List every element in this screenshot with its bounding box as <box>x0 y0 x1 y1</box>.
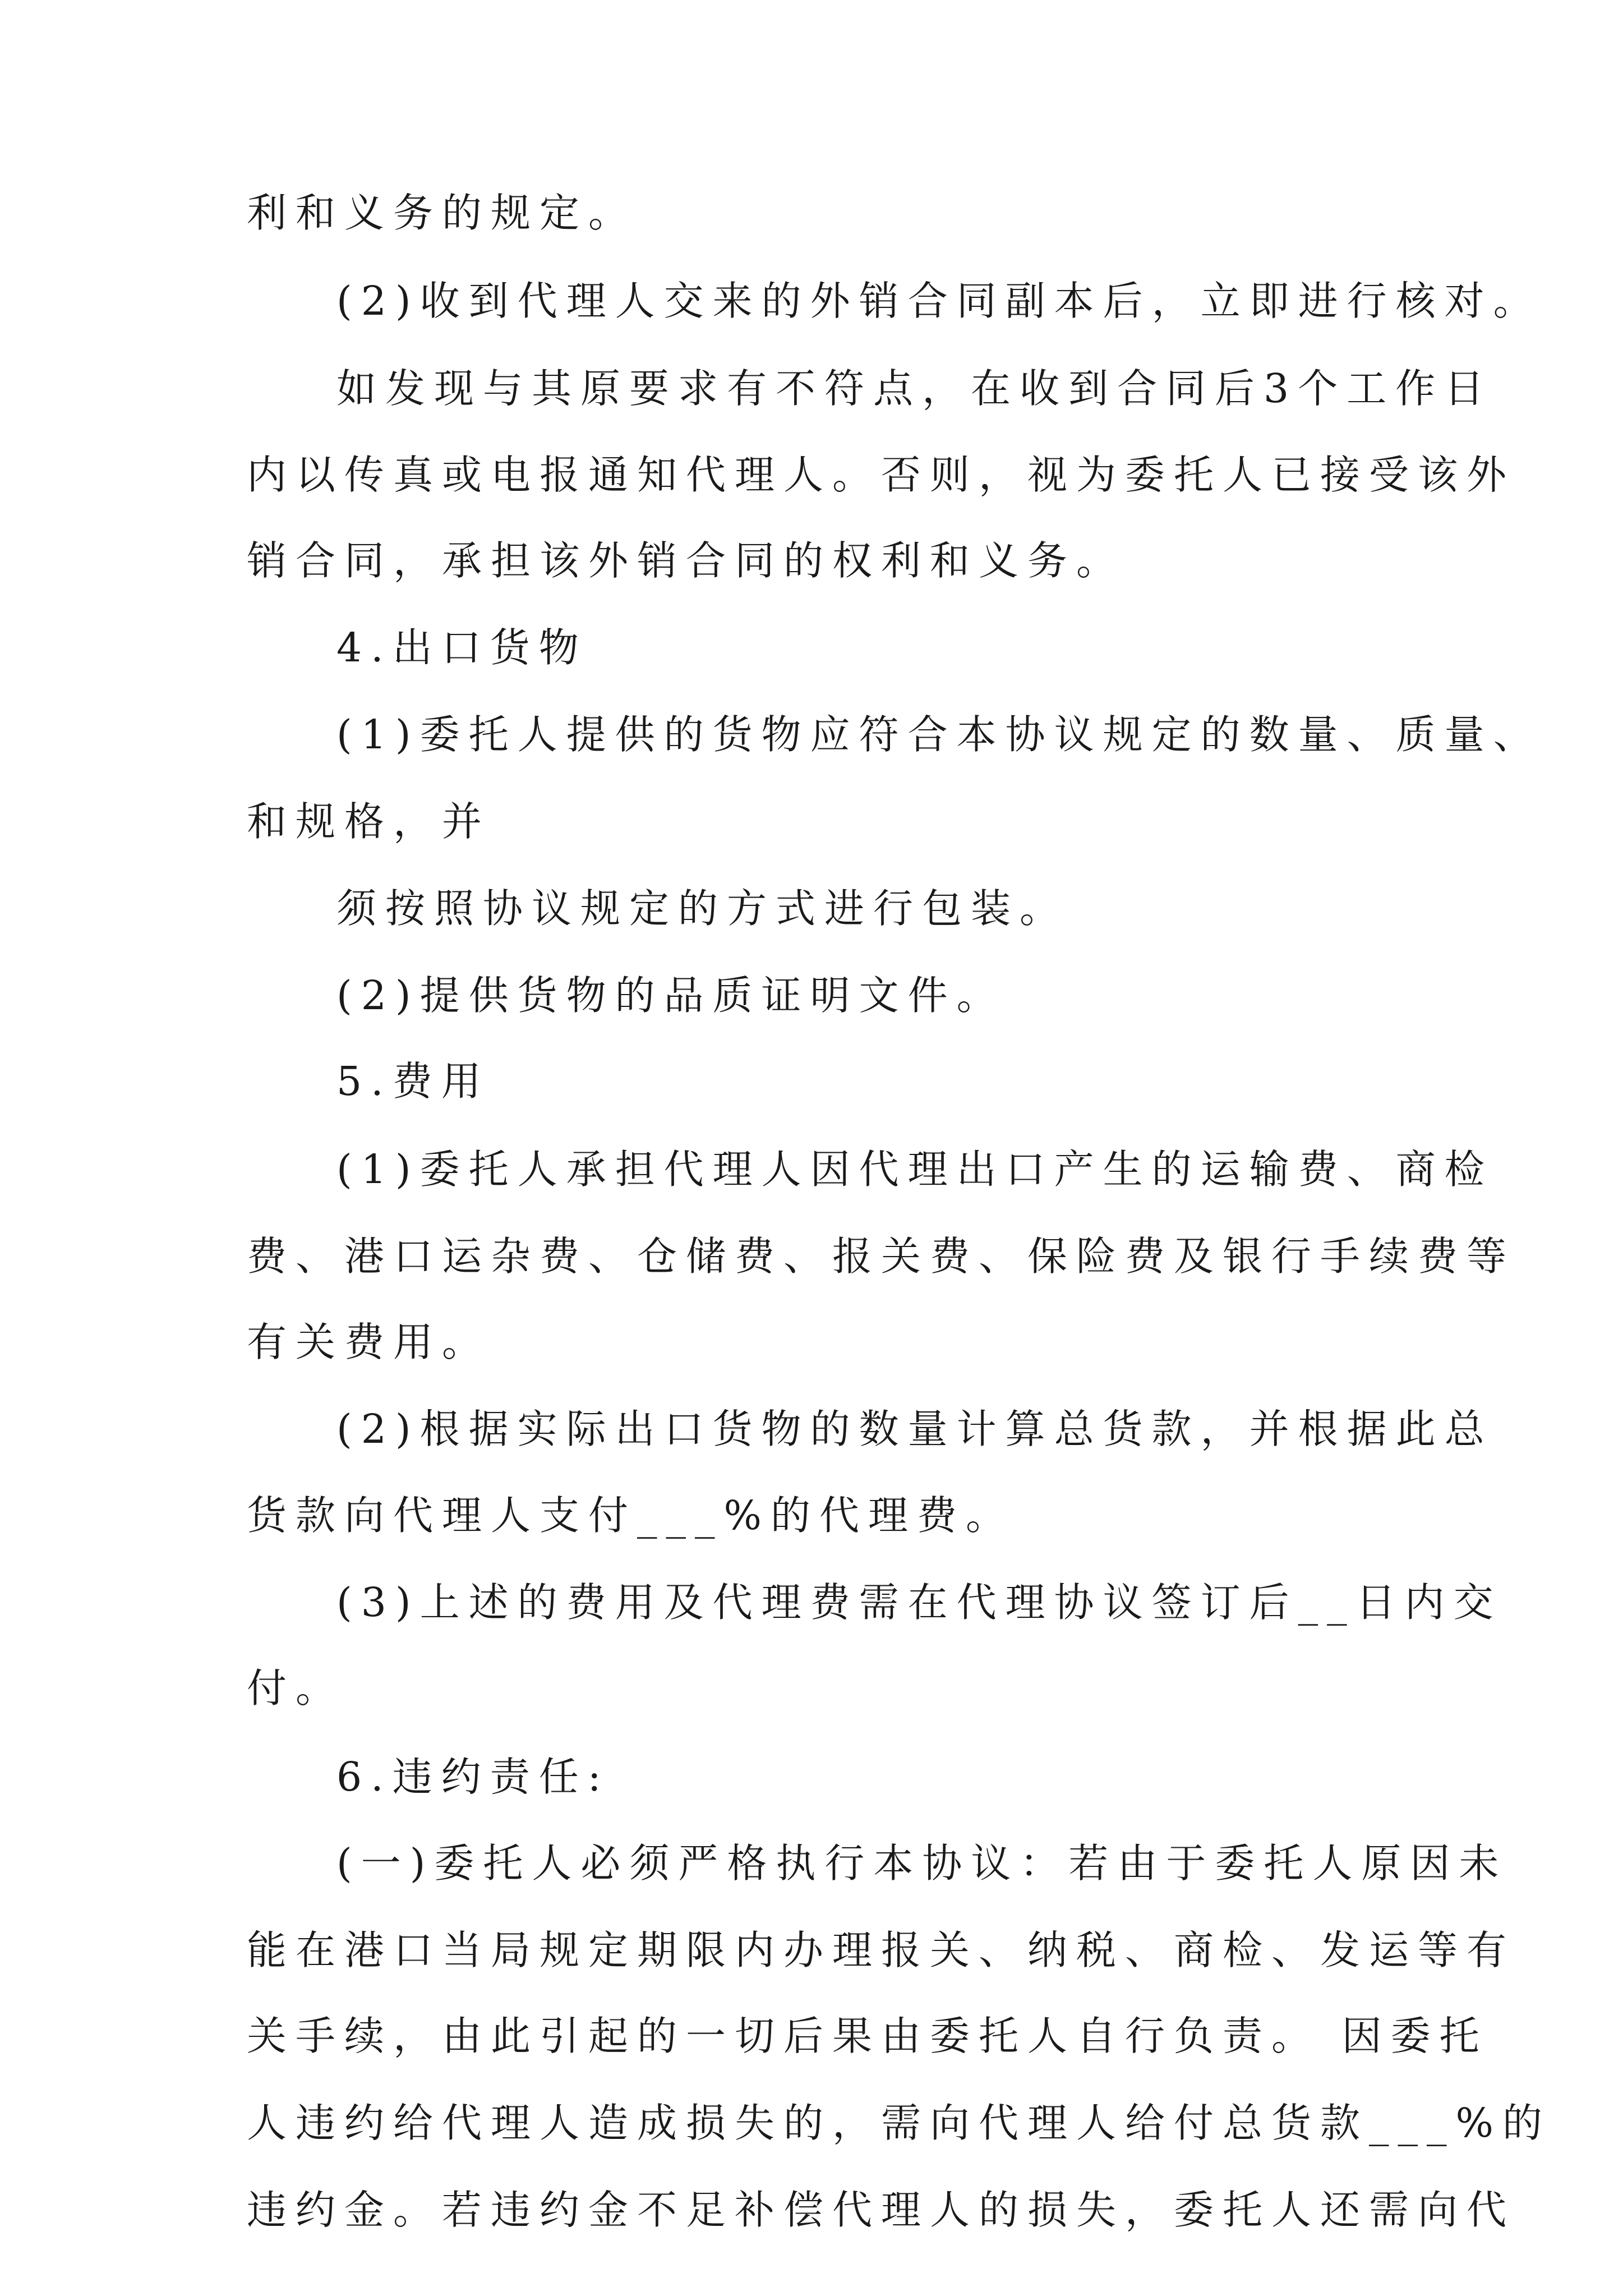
paragraph-line: (3)上述的费用及代理费需在代理协议签订后__日内交 <box>336 1579 1502 1626</box>
paragraph-line: 费、港口运杂费、仓储费、报关费、保险费及银行手续费等 <box>247 1233 1516 1280</box>
paragraph-line: 能在港口当局规定期限内办理报关、纳税、商检、发运等有 <box>247 1927 1516 1973</box>
paragraph-line: 利和义务的规定。 <box>247 190 638 236</box>
paragraph-line: 和规格，并 <box>247 798 491 845</box>
section-heading: 4.出口货物 <box>336 624 588 671</box>
paragraph-line: (2)收到代理人交来的外销合同副本后，立即进行核对。 <box>336 278 1542 324</box>
paragraph-line: (1)委托人承担代理人因代理出口产生的运输费、商检 <box>336 1146 1493 1193</box>
paragraph-line: 有关费用。 <box>247 1319 491 1365</box>
paragraph-line: 销合同，承担该外销合同的权利和义务。 <box>247 537 1126 584</box>
paragraph-line: (2)根据实际出口货物的数量计算总货款，并根据此总 <box>336 1406 1493 1452</box>
paragraph-line: 人违约给代理人造成损失的，需向代理人给付总货款___%的 <box>247 2100 1551 2146</box>
paragraph-line: 如发现与其原要求有不符点，在收到合同后3个工作日 <box>336 365 1493 412</box>
paragraph-line: 付。 <box>247 1665 345 1711</box>
paragraph-line: (2)提供货物的品质证明文件。 <box>336 972 1006 1019</box>
section-heading: 5.费用 <box>336 1058 490 1105</box>
paragraph-line: 违约金。若违约金不足补偿代理人的损失，委托人还需向代 <box>247 2187 1516 2233</box>
paragraph-line: 须按照协议规定的方式进行包装。 <box>336 885 1069 932</box>
paragraph-line: 货款向代理人支付___%的代理费。 <box>247 1492 1015 1539</box>
paragraph-line: (1)委托人提供的货物应符合本协议规定的数量、质量、 <box>336 711 1542 758</box>
section-heading: 6.违约责任: <box>336 1754 610 1800</box>
paragraph-line: (一)委托人必须严格执行本协议：若由于委托人原因未 <box>336 1840 1508 1887</box>
paragraph-line: 关手续，由此引起的一切后果由委托人自行负责。 因委托 <box>247 2013 1488 2059</box>
paragraph-line: 内以传真或电报通知代理人。否则，视为委托人已接受该外 <box>247 452 1516 498</box>
